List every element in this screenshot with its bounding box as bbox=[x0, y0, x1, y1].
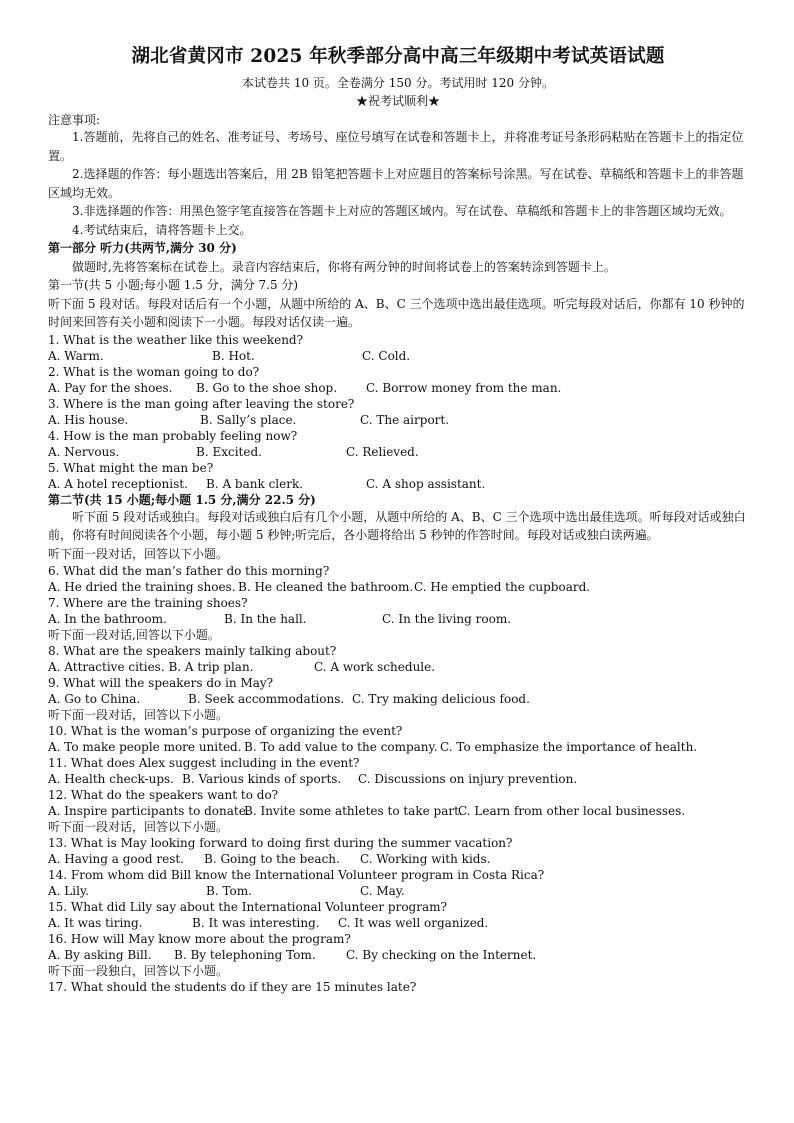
options-5 bbox=[48, 476, 748, 492]
note-2: 2.选择题的作答：每小题选出答案后，用 2B 铅笔把答题卡上对应题目的答案标号涂黑。写在试卷、草稿纸和答题卡上的非答题区域均无效。 bbox=[48, 167, 744, 200]
options-7 bbox=[48, 611, 748, 627]
option-a: A. A hotel receptionist. bbox=[48, 476, 188, 491]
part1-intro: 做题时,先将答案标在试卷上。录音内容结束后，你将有两分钟的时间将试卷上的答案转涂到答题卡上。 bbox=[72, 259, 616, 274]
option-c: C. A work schedule. bbox=[314, 660, 436, 674]
options-2 bbox=[48, 380, 748, 396]
question-15: 15. What did Lily say about the International Volunteer program? bbox=[48, 900, 447, 914]
option-c: C. Discussions on injury prevention. bbox=[358, 772, 578, 786]
option-c: C. The airport. bbox=[360, 412, 450, 427]
question-1: 1. What is the weather like this weekend? bbox=[48, 332, 304, 347]
question-7: 7. Where are the training shoes? bbox=[48, 596, 248, 610]
option-b: B. A bank clerk. bbox=[206, 476, 304, 491]
section1-intro: 听下面 5 段对话。每段对话后有一个小题，从题中所给的 A、B、C 三个选项中选出最佳选项。听完每段对话后，你都有 10 秒钟的时间来回答有关小题和阅读下一小题。每段对话仅读一遍。 bbox=[48, 296, 745, 329]
option-b: B. Invite some athletes to take part. bbox=[244, 804, 463, 818]
question-3: 3. Where is the man going after leaving the store? bbox=[48, 396, 355, 411]
option-c: C. It was well organized. bbox=[338, 916, 489, 930]
dialog-instruction: 听下面一段对话,回答以下小题。 bbox=[48, 628, 220, 642]
option-c: C. Try making delicious food. bbox=[352, 692, 530, 706]
question-11: 11. What does Alex suggest including in the event? bbox=[48, 756, 360, 770]
option-a: A. Attractive cities. B. A trip plan. bbox=[48, 660, 254, 674]
option-b: B. He cleaned the bathroom. bbox=[238, 580, 414, 594]
question-5: 5. What might the man be? bbox=[48, 460, 214, 475]
option-b: B. In the hall. bbox=[224, 612, 307, 626]
monolog-instruction: 听下面一段独白，回答以下小题。 bbox=[48, 964, 229, 978]
option-c: C. In the living room. bbox=[382, 612, 512, 626]
options-15 bbox=[48, 915, 748, 931]
option-b: B. By telephoning Tom. bbox=[174, 948, 316, 962]
option-c: C. Cold. bbox=[362, 348, 411, 363]
question-9: 9. What will the speakers do in May? bbox=[48, 676, 274, 690]
option-a: A. Lily. bbox=[48, 884, 89, 898]
options-8 bbox=[48, 659, 748, 675]
note-4: 4.考试结束后，请将答题卡上交。 bbox=[72, 222, 252, 237]
note-3: 3.非选择题的作答：用黑色签字笔直接答在答题卡上对应的答题区域内。写在试卷、草稿纸和答题卡上的非答题区域均无效。 bbox=[72, 204, 732, 218]
options-12 bbox=[48, 803, 748, 819]
option-a: A. Having a good rest. bbox=[48, 852, 184, 866]
section2-intro: 听下面 5 段对话或独白。每段对话或独白后有几个小题，从题中所给的 A、B、C 三个选项中选出最佳选项。听每段对话或独白前，你将有时间阅读各个小题，每小题 5 秒钟;听完后，各小题将给出 5 秒钟的作答时间。每段对话或独白读两遍。 bbox=[48, 509, 746, 542]
option-c: C. A shop assistant. bbox=[366, 476, 486, 491]
option-c: C. May. bbox=[360, 884, 405, 898]
option-a: A. Pay for the shoes. bbox=[48, 380, 173, 395]
option-a: A. Nervous. bbox=[48, 444, 120, 459]
option-a: A. It was tiring. bbox=[48, 916, 143, 930]
option-a: A. Inspire participants to donate. bbox=[48, 804, 250, 818]
option-b: B. Excited. bbox=[196, 444, 262, 459]
option-b: B. To add value to the company. bbox=[244, 740, 438, 754]
option-b: B. Sally’s place. bbox=[200, 412, 297, 427]
notes-heading: 注意事项: bbox=[48, 113, 101, 127]
option-a: A. He dried the training shoes. bbox=[48, 580, 236, 594]
question-17: 17. What should the students do if they are 15 minutes late? bbox=[48, 980, 417, 994]
option-b: B. Seek accommodations. bbox=[188, 692, 345, 706]
option-c: C. Learn from other local businesses. bbox=[458, 804, 686, 818]
page-title: 湖北省黄冈市 2025 年秋季部分高中高三年级期中考试英语试题 bbox=[131, 46, 665, 67]
exam-info: 本试卷共 10 页。全卷满分 150 分。考试用时 120 分钟。 bbox=[242, 76, 554, 90]
option-c: C. Working with kids. bbox=[360, 852, 491, 866]
options-6 bbox=[48, 579, 748, 595]
option-b: B. It was interesting. bbox=[192, 916, 320, 930]
question-8: 8. What are the speakers mainly talking about? bbox=[48, 644, 337, 658]
exam-page bbox=[48, 44, 748, 995]
question-6: 6. What did the man’s father do this morning? bbox=[48, 564, 330, 578]
option-a: A. Go to China. bbox=[48, 692, 141, 706]
question-14: 14. From whom did Bill know the International Volunteer program in Costa Rica? bbox=[48, 868, 545, 882]
option-c: C. By checking on the Internet. bbox=[346, 948, 537, 962]
question-2: 2. What is the woman going to do? bbox=[48, 364, 260, 379]
options-14 bbox=[48, 883, 748, 899]
question-12: 12. What do the speakers want to do? bbox=[48, 788, 279, 802]
option-c: C. To emphasize the importance of health. bbox=[440, 740, 698, 754]
option-c: C. Borrow money from the man. bbox=[366, 380, 562, 395]
options-3 bbox=[48, 412, 748, 428]
options-4 bbox=[48, 444, 748, 460]
option-b: B. Hot. bbox=[212, 348, 255, 363]
question-16: 16. How will May know more about the program? bbox=[48, 932, 351, 946]
good-luck-line: ★祝考试顺利★ bbox=[355, 94, 440, 108]
dialog-instruction: 听下面一段对话，回答以下小题。 bbox=[48, 546, 229, 561]
section2-heading: 第二节(共 15 小题;每小题 1.5 分,满分 22.5 分) bbox=[48, 492, 316, 507]
options-9 bbox=[48, 691, 748, 707]
options-13 bbox=[48, 851, 748, 867]
dialog-instruction: 听下面一段对话，回答以下小题。 bbox=[48, 708, 229, 722]
option-a: A. His house. bbox=[48, 412, 129, 427]
option-b: B. Various kinds of sports. bbox=[182, 772, 342, 786]
option-c: C. Relieved. bbox=[346, 444, 419, 459]
dialog-instruction: 听下面一段对话，回答以下小题。 bbox=[48, 820, 229, 834]
options-1 bbox=[48, 348, 748, 364]
option-b: B. Going to the beach. bbox=[204, 852, 340, 866]
option-a: A. By asking Bill. bbox=[48, 948, 152, 962]
section1-heading: 第一节(共 5 小题;每小题 1.5 分，满分 7.5 分) bbox=[48, 278, 299, 292]
option-b: B. Go to the shoe shop. bbox=[196, 380, 338, 395]
option-a: A. Warm. bbox=[48, 348, 104, 363]
question-10: 10. What is the woman’s purpose of organizing the event? bbox=[48, 724, 403, 738]
options-10 bbox=[48, 739, 748, 755]
options-16 bbox=[48, 947, 748, 963]
option-a: A. In the bathroom. bbox=[48, 612, 167, 626]
option-b: B. Tom. bbox=[206, 884, 252, 898]
question-4: 4. How is the man probably feeling now? bbox=[48, 428, 298, 443]
part1-heading: 第一部分 听力(共两节,满分 30 分) bbox=[48, 241, 237, 255]
question-13: 13. What is May looking forward to doing first during the summer vacation? bbox=[48, 836, 513, 850]
options-11 bbox=[48, 771, 748, 787]
option-a: A. Health check-ups. bbox=[48, 772, 174, 786]
option-a: A. To make people more united. bbox=[48, 740, 242, 754]
option-c: C. He emptied the cupboard. bbox=[414, 580, 591, 594]
note-1: 1.答题前，先将自己的姓名、准考证号、考场号、座位号填写在试卷和答题卡上，并将准考证号条形码粘贴在答题卡上的指定位置。 bbox=[48, 130, 744, 163]
